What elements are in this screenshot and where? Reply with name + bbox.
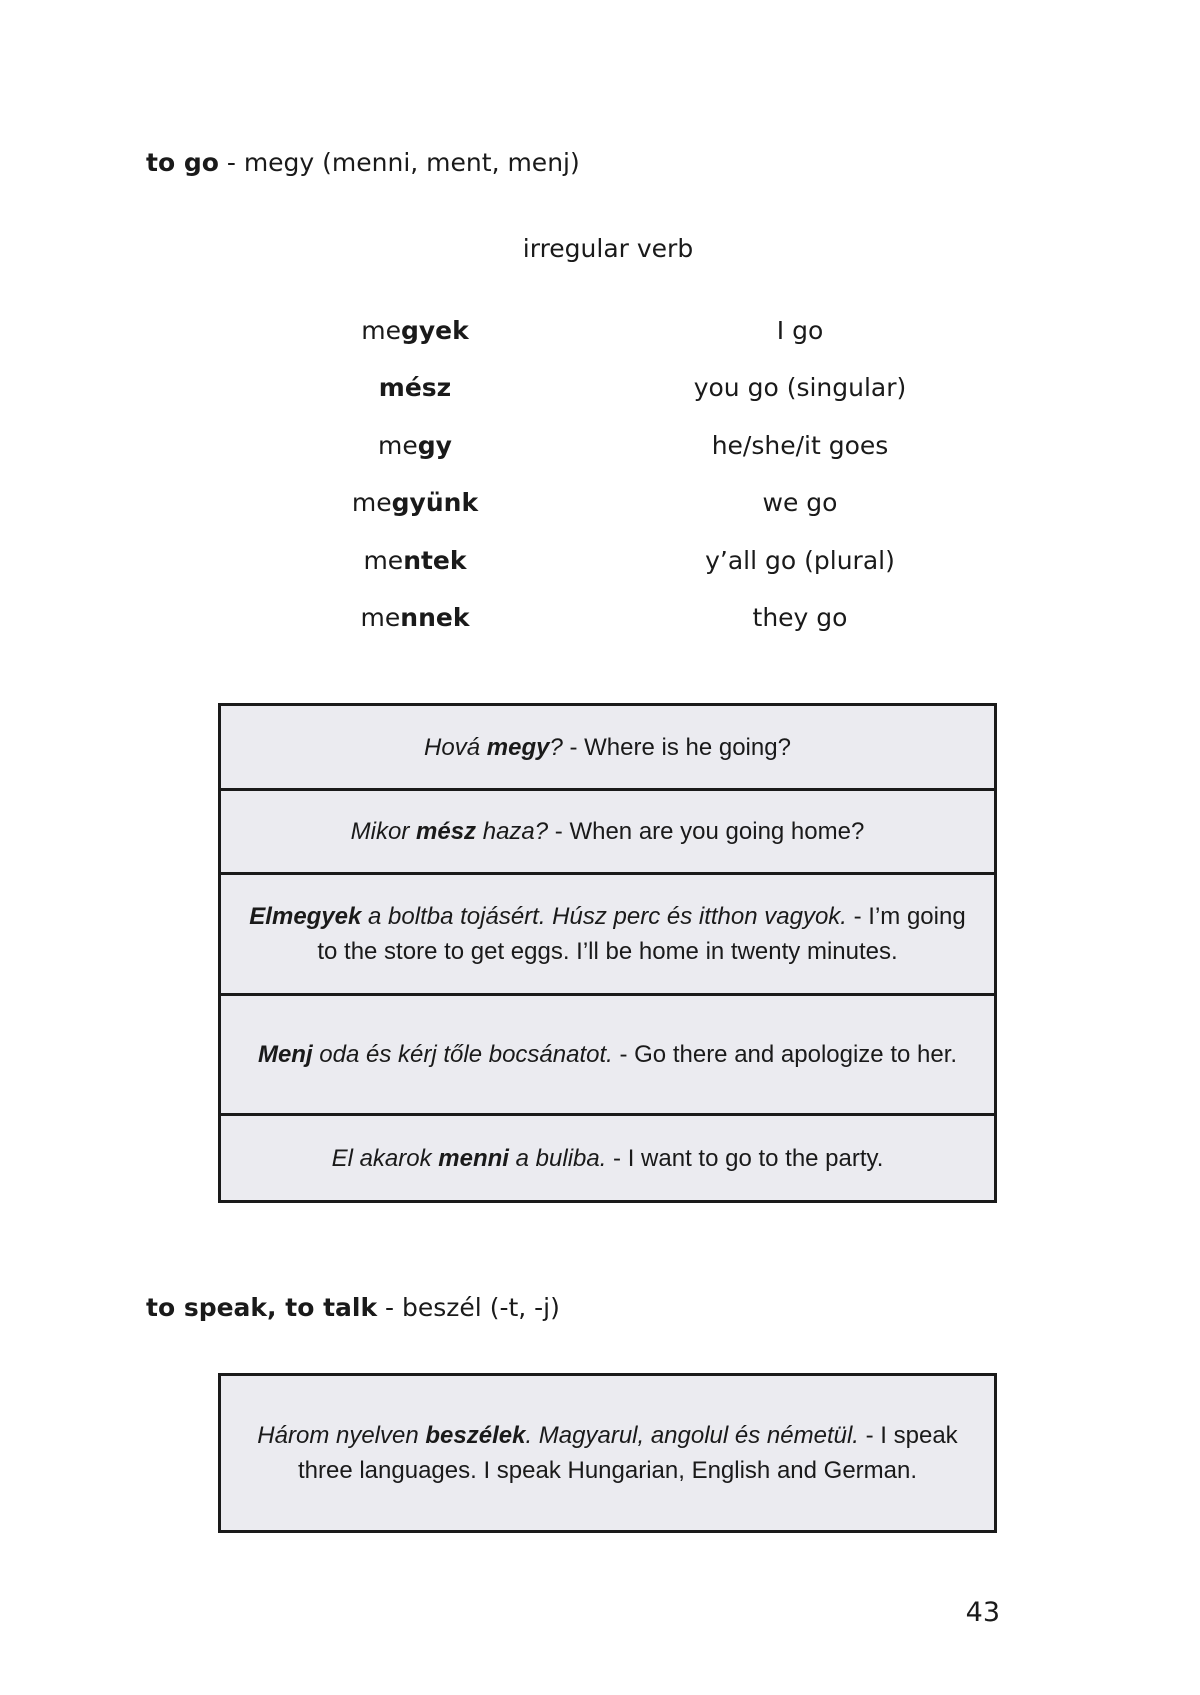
verb-type-label: irregular verb — [522, 234, 694, 263]
verb-term: to speak, to talk — [146, 1293, 378, 1322]
conjugation-row — [0, 316, 1200, 356]
example-row — [221, 996, 994, 1116]
conjugation-row — [0, 488, 1200, 528]
page-number: 43 — [965, 1597, 1000, 1628]
example-row — [221, 706, 994, 791]
conjugation-row — [0, 373, 1200, 413]
example-row — [221, 1116, 994, 1200]
conjugation-english: they go — [752, 603, 848, 632]
verb-definition: - megy (menni, ment, menj) — [218, 148, 580, 177]
conjugation-english: I go — [776, 316, 824, 345]
conjugation-english: y’all go (plural) — [705, 546, 895, 575]
verb-heading-go — [146, 148, 580, 177]
example-row — [221, 875, 994, 996]
conjugation-hungarian: megyünk — [351, 488, 479, 517]
example-text: El akarok menni a buliba. - I want to go to the party. — [331, 1144, 884, 1172]
conjugation-hungarian: megy — [378, 431, 452, 460]
conjugation-hungarian: mész — [378, 373, 452, 402]
verb-definition: - beszél (-t, -j) — [377, 1293, 560, 1322]
example-text: Három nyelven beszélek. Magyarul, angolul és németül. - I speak three languages. I speak Hungarian, English and German. — [257, 1422, 958, 1484]
example-table-go — [218, 703, 997, 1203]
verb-term: to go — [146, 148, 219, 177]
conjugation-english: we go — [762, 488, 838, 517]
conjugation-hungarian: mentek — [363, 546, 467, 575]
conjugation-hungarian: mennek — [360, 603, 470, 632]
conjugation-english: you go (singular) — [693, 373, 907, 402]
verb-heading-speak — [146, 1293, 560, 1322]
example-text: Elmegyek a boltba tojásért. Húsz perc és itthon vagyok. - I’m going to the store to get eggs. I’ll be home in twenty minutes. — [249, 903, 966, 965]
conjugation-row — [0, 603, 1200, 643]
example-table-speak — [218, 1373, 997, 1533]
conjugation-row — [0, 431, 1200, 471]
example-row — [221, 791, 994, 875]
example-text: Menj oda és kérj tőle bocsánatot. - Go there and apologize to her. — [257, 1041, 958, 1068]
example-text: Hová megy? - Where is he going? — [424, 733, 791, 761]
example-row — [221, 1376, 994, 1530]
conjugation-hungarian: megyek — [361, 316, 469, 345]
conjugation-english: he/she/it goes — [711, 431, 889, 460]
conjugation-row — [0, 546, 1200, 586]
example-text: Mikor mész haza? - When are you going home? — [350, 818, 865, 845]
